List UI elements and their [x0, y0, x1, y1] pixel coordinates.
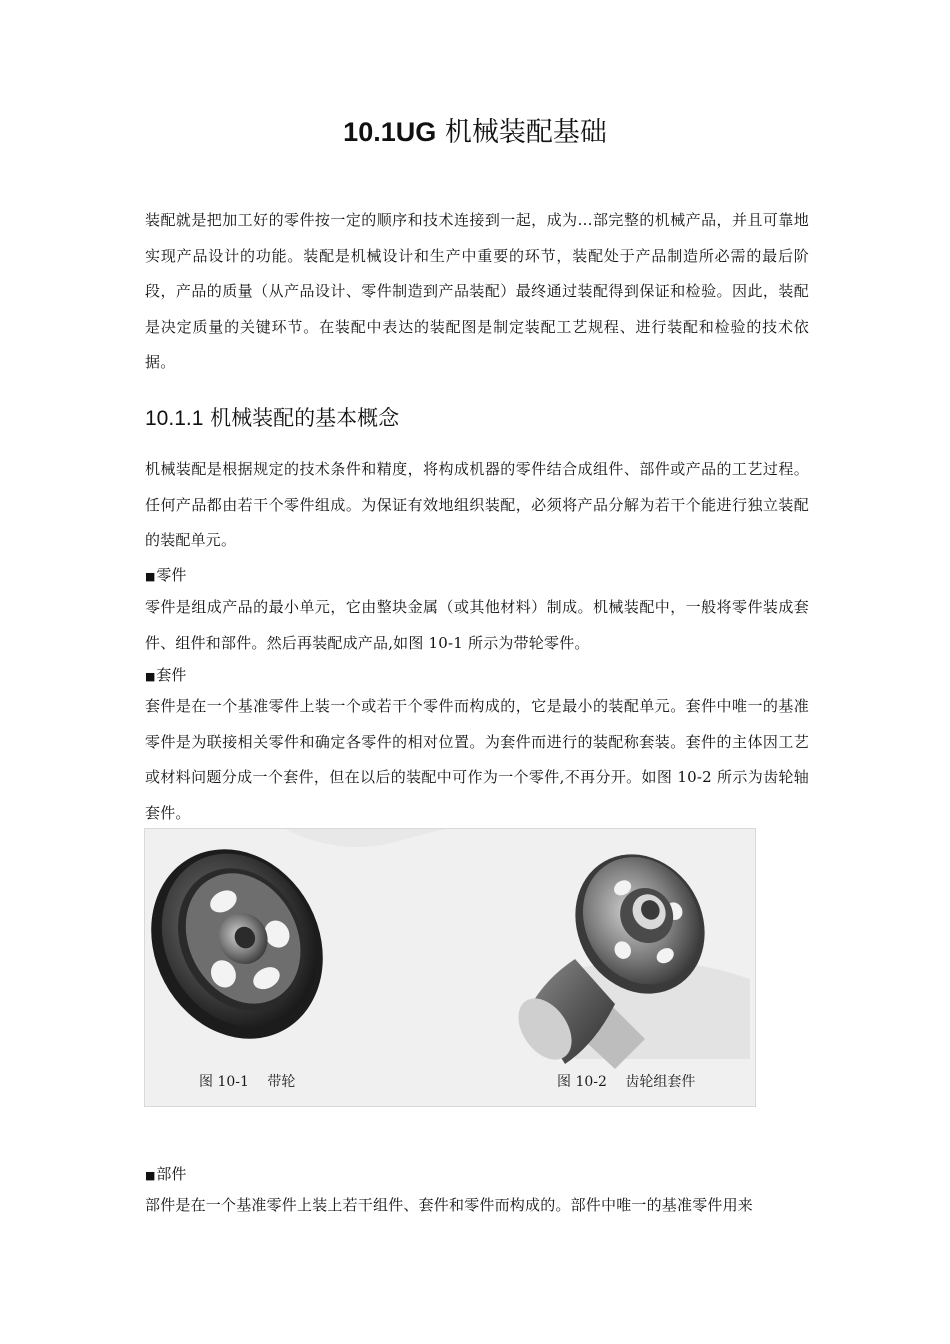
bullet-square-icon: ■	[145, 670, 156, 683]
components-paragraph: 部件是在一个基准零件上装上若干组件、套件和零件而构成的。部件中唯一的基准零件用来	[145, 1196, 754, 1214]
figure-caption-left: 图 10-1 带轮	[199, 1074, 296, 1090]
section-title: 机械装配的基本概念	[203, 406, 400, 430]
bullet-label: 零件	[156, 566, 187, 584]
bullet-components	[145, 1161, 186, 1189]
parts-paragraph: 零件是组成产品的最小单元，它由整块金属（或其他材料）制成。机械装配中，一般将零件装成套件、组件和部件。然后再装配成产品,如图 10-1 所示为带轮零件。	[145, 598, 809, 652]
title-text: 机械装配基础	[436, 117, 607, 148]
figure-pulley-and-gear-kit	[144, 828, 756, 1107]
bullet-parts	[145, 562, 186, 590]
section-intro-paragraph: 机械装配是根据规定的技术条件和精度，将构成机器的零件结合成组件、部件或产品的工艺过程。任何产品都由若干个零件组成。为保证有效地组织装配，必须将产品分解为若干个能进行独立装配的装配单元。	[145, 460, 809, 549]
intro-paragraph: 装配就是把加工好的零件按一定的顺序和技术连接到一起，成为…部完整的机械产品，并且可靠地实现产品设计的功能。装配是机械设计和生产中重要的环节，装配处于产品制造所必需的最后阶段，产品的质量（从产品设计、零件制造到产品装配）最终通过装配得到保证和检验。因此，装配是决定质量的关键环节。在装配中表达的装配图是制定装配工艺规程、进行装配和检验的技术依据。	[145, 211, 809, 371]
title-prefix: 10.1UG	[343, 117, 437, 147]
section-number: 10.1.1	[145, 407, 204, 430]
figure-illustration	[145, 829, 755, 1106]
kits-paragraph: 套件是在一个基准零件上装一个或若干个零件而构成的，它是最小的装配单元。套件中唯一的基准零件是为联接相关零件和确定各零件的相对位置。为套件而进行的装配称套装。套件的主体因工艺或材料问题分成一个套件，但在以后的装配中可作为一个零件,不再分开。如图 10-2 所示为齿轮轴套件。	[145, 697, 809, 822]
bullet-square-icon: ■	[145, 570, 156, 583]
page-title	[0, 112, 950, 153]
bullet-label: 套件	[156, 666, 187, 684]
section-heading	[145, 400, 399, 437]
bullet-square-icon: ■	[145, 1169, 156, 1182]
bullet-kits	[145, 662, 186, 690]
figure-caption-right: 图 10-2 齿轮组套件	[557, 1074, 696, 1090]
bullet-label: 部件	[156, 1165, 187, 1183]
